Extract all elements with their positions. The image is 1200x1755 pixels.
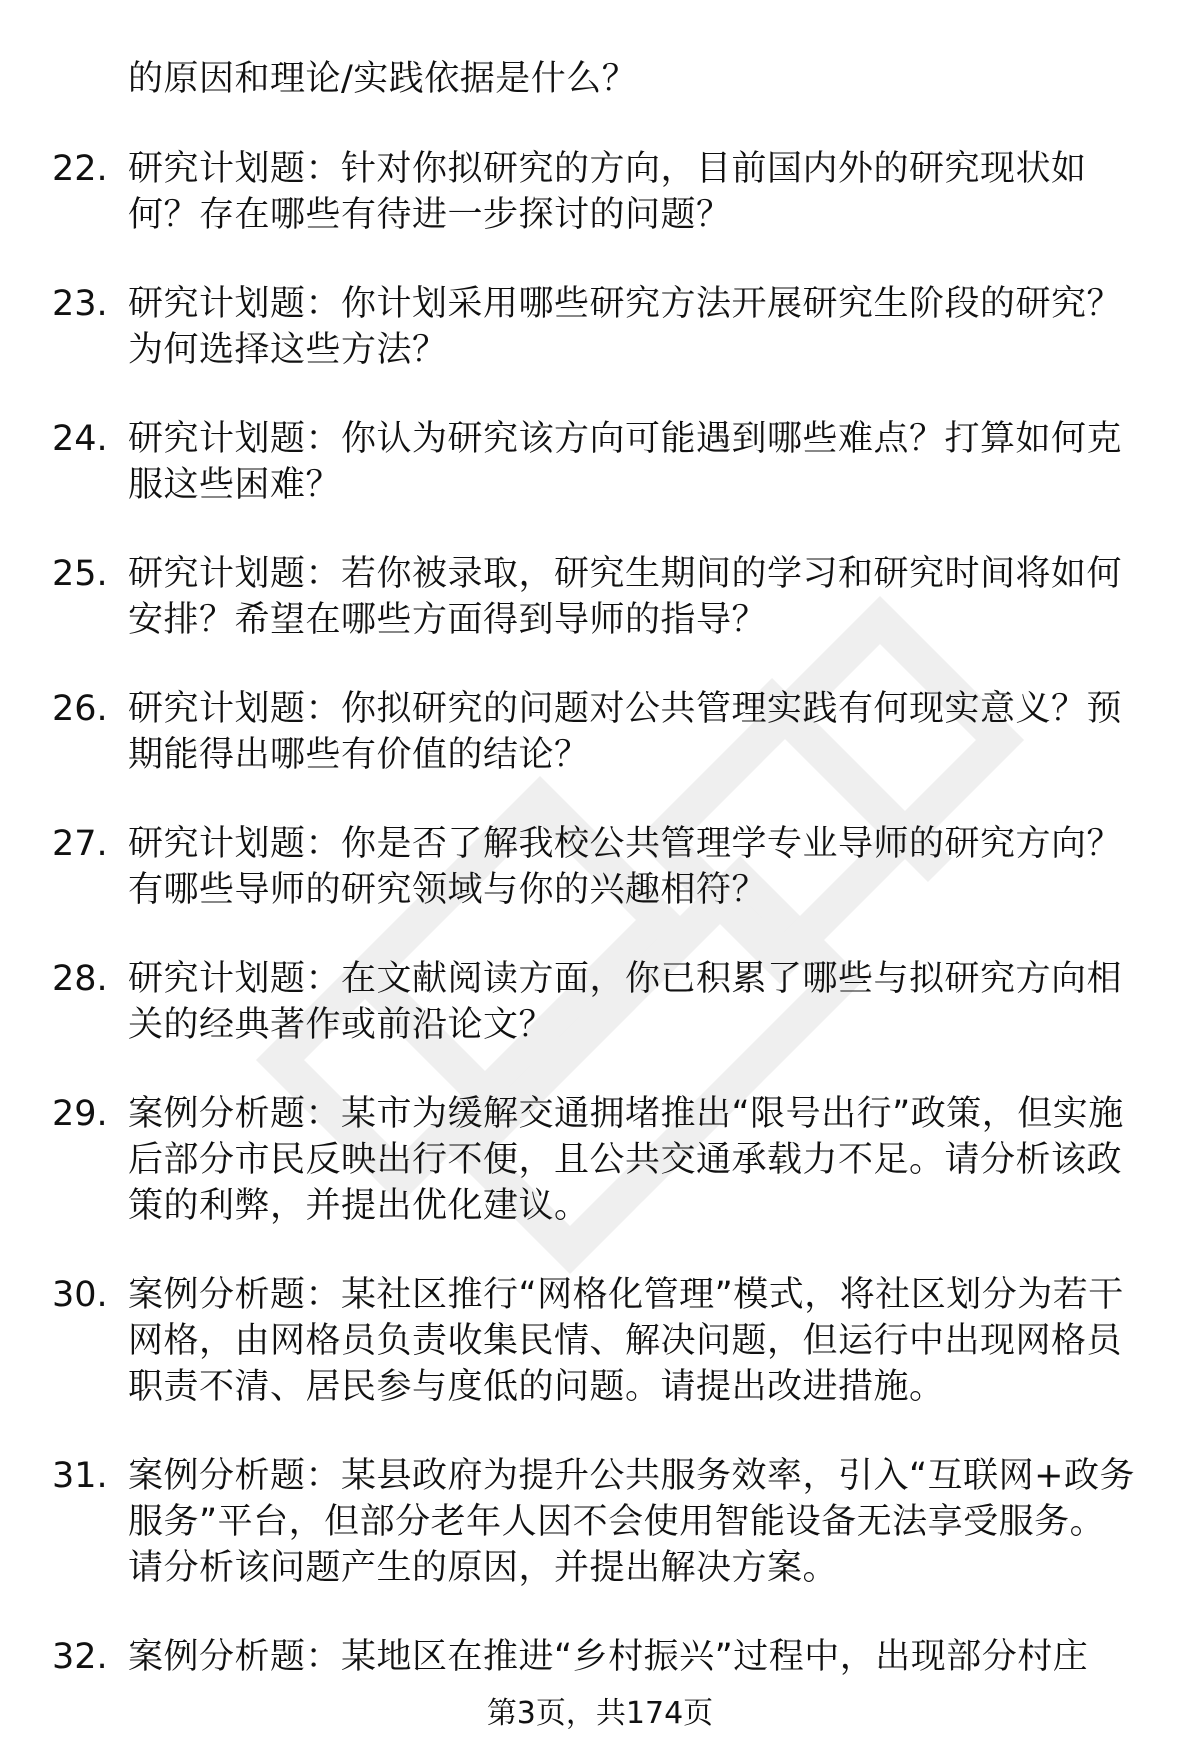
question-number: 28. — [52, 959, 108, 999]
continuation-text: 的原因和理论/实践依据是什么？ — [128, 59, 638, 99]
question-item — [0, 146, 1200, 238]
question-item — [0, 1272, 1200, 1410]
question-text: 案例分析题：某地区在推进“乡村振兴”过程中，出现部分村庄 — [128, 1637, 1089, 1677]
question-item — [0, 1091, 1200, 1229]
question-text: 案例分析题：某市为缓解交通拥堵推出“限号出行”政策，但实施后部分市民反映出行不便，且公共交通承载力不足。请分析该政策的利弊，并提出优化建议。 — [128, 1094, 1124, 1226]
question-number: 25. — [52, 554, 108, 594]
question-item — [0, 821, 1200, 913]
question-item — [0, 1453, 1200, 1591]
question-text: 案例分析题：某县政府为提升公共服务效率，引入“互联网+政务服务”平台，但部分老年人因不会使用智能设备无法享受服务。请分析该问题产生的原因，并提出解决方案。 — [128, 1456, 1135, 1588]
question-item — [0, 686, 1200, 778]
question-item — [0, 551, 1200, 643]
question-number: 27. — [52, 824, 108, 864]
question-text: 研究计划题：针对你拟研究的方向，目前国内外的研究现状如何？存在哪些有待进一步探讨的问题？ — [128, 149, 1087, 235]
question-number: 30. — [52, 1275, 108, 1315]
question-number: 24. — [52, 419, 108, 459]
question-text: 研究计划题：在文献阅读方面，你已积累了哪些与拟研究方向相关的经典著作或前沿论文？ — [128, 959, 1123, 1045]
question-text: 研究计划题：你计划采用哪些研究方法开展研究生阶段的研究？为何选择这些方法？ — [128, 284, 1123, 370]
question-item — [0, 956, 1200, 1048]
question-text: 研究计划题：你拟研究的问题对公共管理实践有何现实意义？预期能得出哪些有价值的结论？ — [128, 689, 1123, 775]
question-text: 案例分析题：某社区推行“网格化管理”模式，将社区划分为若干网格，由网格员负责收集民情、解决问题，但运行中出现网格员职责不清、居民参与度低的问题。请提出改进措施。 — [128, 1275, 1124, 1407]
question-item — [0, 1634, 1200, 1680]
question-number: 31. — [52, 1456, 108, 1496]
question-number: 22. — [52, 149, 108, 189]
question-text: 研究计划题：你认为研究该方向可能遇到哪些难点？打算如何克服这些困难？ — [128, 419, 1123, 505]
question-item — [0, 281, 1200, 373]
question-number: 23. — [52, 284, 108, 324]
question-item — [0, 416, 1200, 508]
question-number: 26. — [52, 689, 108, 729]
question-text: 研究计划题：若你被录取，研究生期间的学习和研究时间将如何安排？希望在哪些方面得到导师的指导？ — [128, 554, 1123, 640]
page-footer: 第3页，共174页 — [486, 1696, 714, 1731]
question-list — [0, 146, 1200, 1723]
question-number: 29. — [52, 1094, 108, 1134]
question-text: 研究计划题：你是否了解我校公共管理学专业导师的研究方向？有哪些导师的研究领域与你的兴趣相符？ — [128, 824, 1123, 910]
question-number: 32. — [52, 1637, 108, 1677]
